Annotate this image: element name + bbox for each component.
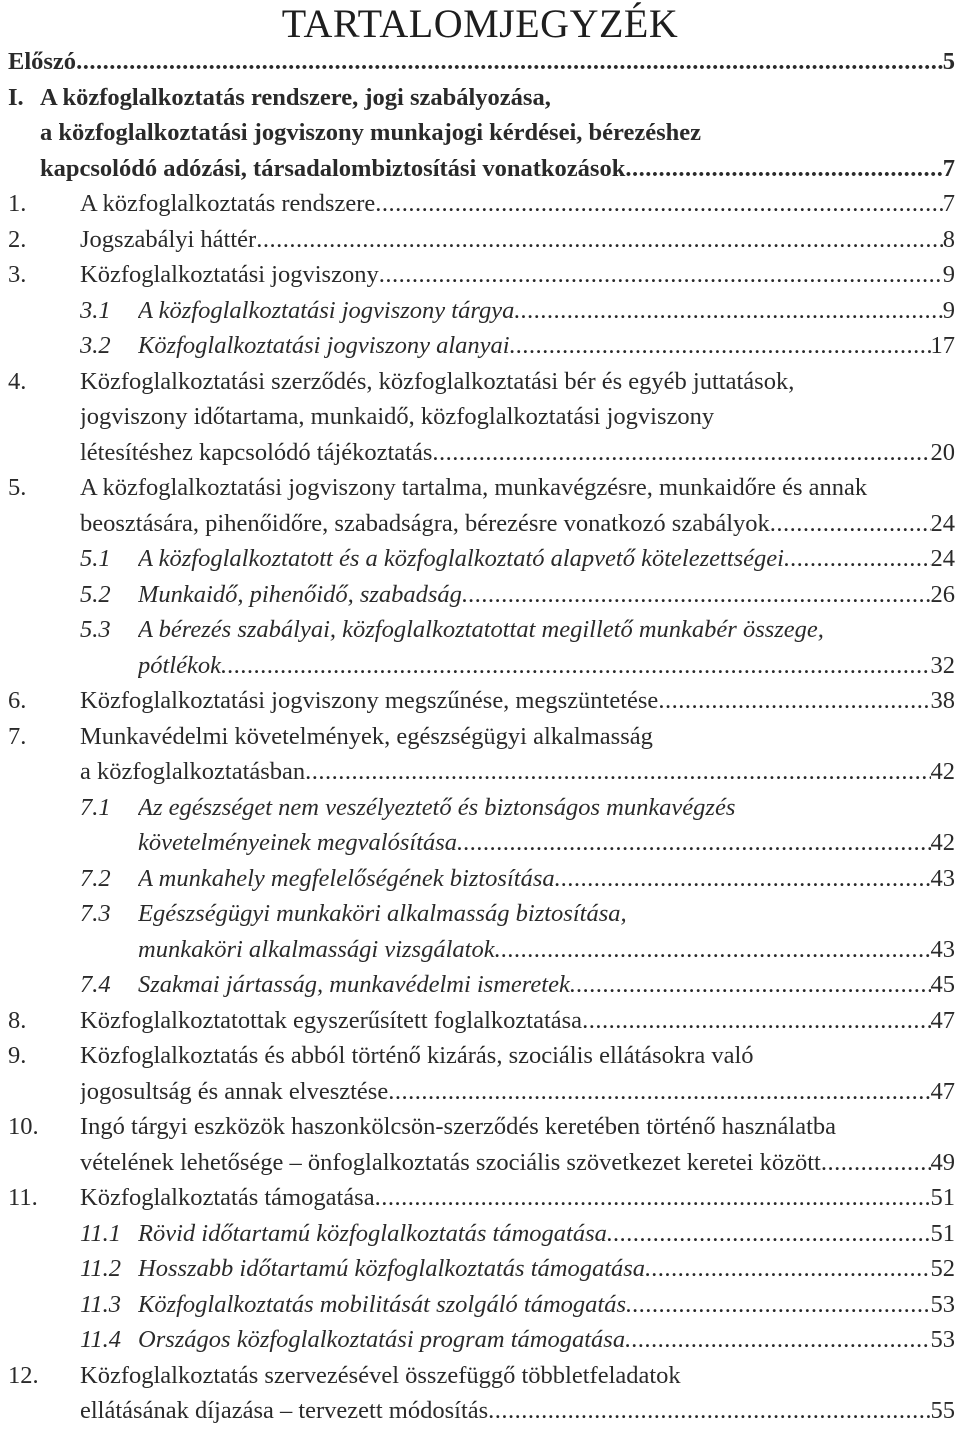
toc-page-number: 7 bbox=[942, 190, 955, 217]
toc-entry-line bbox=[138, 1290, 955, 1320]
toc-entry-line bbox=[80, 686, 955, 716]
toc-page-number: 49 bbox=[930, 1148, 955, 1176]
toc-entry-line bbox=[8, 47, 955, 77]
toc-entry-line bbox=[138, 970, 955, 1000]
toc-entry-title: munkaköri alkalmassági vizsgálatok bbox=[138, 935, 495, 963]
dot-leader bbox=[305, 757, 930, 787]
toc-entry-number: 5.3 bbox=[80, 616, 111, 643]
dot-leader bbox=[221, 651, 931, 681]
toc-entry-line bbox=[80, 473, 955, 503]
toc-entry-line bbox=[80, 367, 955, 397]
toc-entry-line bbox=[80, 1006, 955, 1036]
toc-entry-title: Közfoglalkoztatási szerződés, közfoglalkoztatási bér és egyéb juttatások, bbox=[80, 367, 795, 395]
toc-page-number: 20 bbox=[930, 438, 955, 466]
toc-entry-title: Az egészséget nem veszélyeztető és biztonságos munkavégzés bbox=[138, 793, 736, 821]
dot-leader bbox=[388, 1077, 930, 1107]
dot-leader bbox=[510, 331, 931, 361]
toc-entry-line bbox=[80, 1148, 955, 1178]
toc-entry-number: 3. bbox=[8, 261, 27, 288]
dot-leader bbox=[645, 1254, 930, 1284]
toc-entry-line bbox=[138, 544, 955, 574]
toc-page-number: 42 bbox=[930, 829, 955, 856]
toc-page-number: 32 bbox=[930, 651, 955, 679]
toc-entry-line bbox=[80, 1112, 955, 1142]
toc-page-number: 24 bbox=[930, 509, 955, 537]
toc-entry-line bbox=[80, 402, 955, 432]
toc-entry-title: követelményeinek megvalósítása bbox=[138, 829, 458, 856]
dot-leader bbox=[625, 154, 942, 184]
toc-entry-line bbox=[40, 83, 955, 113]
toc-entry-title: létesítéshez kapcsolódó tájékoztatás bbox=[80, 438, 433, 466]
toc-entry-title: Közfoglalkoztatás és abból történő kizárás, szociális ellátásokra való bbox=[80, 1042, 754, 1069]
toc-entry-line bbox=[138, 1254, 955, 1284]
toc-entry-number: 8. bbox=[8, 1006, 27, 1034]
toc-entry-number: 9. bbox=[8, 1042, 27, 1069]
toc-entry-title: pótlékok bbox=[138, 651, 221, 679]
dot-leader bbox=[607, 1219, 931, 1249]
toc-page-number: 51 bbox=[930, 1184, 955, 1211]
dot-leader bbox=[770, 509, 931, 539]
toc-entry-number: 7.1 bbox=[80, 793, 111, 821]
dot-leader bbox=[626, 1290, 930, 1320]
toc-entry-line bbox=[138, 935, 955, 965]
toc-entry-title: Egészségügyi munkaköri alkalmasság biztosítása, bbox=[138, 900, 627, 927]
toc-entry-title: A közfoglalkoztatási jogviszony tárgya bbox=[138, 296, 515, 324]
toc-entry-title: jogviszony időtartama, munkaidő, közfoglalkoztatási jogviszony bbox=[80, 403, 715, 430]
dot-leader bbox=[570, 970, 931, 1000]
dot-leader bbox=[555, 864, 931, 894]
toc-entry-number: 3.1 bbox=[80, 296, 111, 324]
toc-entry-line bbox=[138, 828, 955, 858]
toc-entry-title: vételének lehetősége – önfoglalkoztatás szociális szövetkezet keretei között bbox=[80, 1148, 821, 1176]
toc-page-number: 43 bbox=[930, 864, 955, 892]
toc-page-number: 7 bbox=[942, 154, 955, 182]
dot-leader bbox=[375, 189, 943, 219]
toc-entry-number: 7.2 bbox=[80, 864, 111, 892]
toc-entry-title: Közfoglalkoztatás mobilitását szolgáló támogatás bbox=[138, 1290, 627, 1318]
toc-entry-number: 11. bbox=[8, 1184, 38, 1211]
dot-leader bbox=[256, 225, 943, 255]
dot-leader bbox=[375, 1183, 931, 1213]
toc-entry-line bbox=[80, 722, 955, 752]
toc-entry-number: 7. bbox=[8, 722, 27, 750]
toc-entry-title: A közfoglalkoztatás rendszere bbox=[80, 190, 376, 217]
toc-entry-title: a közfoglalkoztatásban bbox=[80, 758, 306, 785]
dot-leader bbox=[457, 828, 930, 858]
toc-entry-title: Közfoglalkoztatás támogatása bbox=[80, 1184, 375, 1211]
toc-entry-line bbox=[138, 899, 955, 929]
toc-entry-title: Közfoglalkoztatás szervezésével összefüggő többletfeladatok bbox=[80, 1361, 681, 1389]
toc-entry-title: A közfoglalkoztatási jogviszony tartalma, munkavégzésre, munkaidőre és annak bbox=[80, 474, 868, 501]
toc-page-number: 53 bbox=[930, 1326, 955, 1353]
toc-entry-line bbox=[80, 1361, 955, 1391]
toc-entry-line bbox=[138, 864, 955, 894]
toc-entry-title: a közfoglalkoztatási jogviszony munkajogi kérdései, bérezéshez bbox=[40, 119, 701, 146]
toc-entry-line bbox=[40, 118, 955, 148]
toc-entry-title: Közfoglalkoztatási jogviszony bbox=[80, 261, 379, 288]
toc-entry-title: kapcsolódó adózási, társadalombiztosítási vonatkozások bbox=[40, 154, 626, 182]
dot-leader bbox=[582, 1006, 930, 1036]
toc-entry-line bbox=[138, 793, 955, 823]
toc-entry-line bbox=[138, 331, 955, 361]
toc-entry-line bbox=[80, 189, 955, 219]
dot-leader bbox=[784, 544, 931, 574]
toc-entry-title: Közfoglalkoztatási jogviszony megszűnése, megszüntetése bbox=[80, 687, 659, 714]
toc-page-number: 9 bbox=[942, 296, 955, 324]
toc-entry-title: A bérezés szabályai, közfoglalkoztatottat megillető munkabér összege, bbox=[138, 616, 824, 643]
toc-page-number: 24 bbox=[930, 545, 955, 572]
toc-entry-number: 6. bbox=[8, 687, 27, 714]
toc-page-number: 43 bbox=[930, 935, 955, 963]
toc-entry-number: 11.3 bbox=[80, 1290, 122, 1318]
toc-entry-line bbox=[40, 154, 955, 184]
toc-page-number: 47 bbox=[930, 1077, 955, 1105]
toc-entry-line bbox=[80, 1077, 955, 1107]
toc-entry-number: 5. bbox=[8, 474, 27, 501]
toc-page-number: 52 bbox=[930, 1255, 955, 1282]
toc-entry-line bbox=[80, 225, 955, 255]
dot-leader bbox=[488, 1396, 930, 1426]
toc-entry-number: I. bbox=[8, 83, 24, 111]
toc-page-number: 45 bbox=[930, 971, 955, 998]
toc-entry-number: 7.4 bbox=[80, 971, 111, 998]
dot-leader bbox=[495, 935, 931, 965]
dot-leader bbox=[658, 686, 930, 716]
toc-page-number: 5 bbox=[942, 48, 955, 75]
toc-page-number: 53 bbox=[930, 1290, 955, 1318]
toc-entry-title: Hosszabb időtartamú közfoglalkoztatás támogatása bbox=[138, 1255, 646, 1282]
dot-leader bbox=[625, 1325, 930, 1355]
dot-leader bbox=[514, 296, 942, 326]
dot-leader bbox=[379, 260, 943, 290]
toc-entry-title: Országos közfoglalkoztatási program támogatása bbox=[138, 1326, 626, 1353]
toc-page-number: 9 bbox=[942, 261, 955, 288]
dot-leader bbox=[76, 47, 943, 77]
toc-entry-title: Ingó tárgyi eszközök haszonkölcsön-szerződés keretében történő használatba bbox=[80, 1113, 837, 1140]
toc-entry-number: 4. bbox=[8, 367, 27, 395]
toc-entry-line bbox=[80, 1396, 955, 1426]
toc-entry-number: 12. bbox=[8, 1361, 39, 1389]
toc-entry-number: 10. bbox=[8, 1113, 39, 1140]
toc-entry-number: 11.2 bbox=[80, 1255, 122, 1282]
toc-entry-number: 3.2 bbox=[80, 332, 111, 359]
toc-page-number: 26 bbox=[930, 580, 955, 608]
toc-entry-title: Közfoglalkoztatási jogviszony alanyai bbox=[138, 332, 510, 359]
toc-entry-line bbox=[138, 296, 955, 326]
toc-entry-line bbox=[80, 509, 955, 539]
toc-entry-number: 5.1 bbox=[80, 545, 111, 572]
toc-page-number: 55 bbox=[930, 1397, 955, 1424]
page-title: TARTALOMJEGYZÉK bbox=[281, 1, 679, 46]
toc-entry-title: Rövid időtartamú közfoglalkoztatás támogatása bbox=[138, 1219, 607, 1247]
toc-page-number: 47 bbox=[930, 1006, 955, 1034]
toc-entry-line bbox=[80, 757, 955, 787]
toc-entry-line bbox=[80, 1041, 955, 1071]
toc-entry-title: Szakmai jártasság, munkavédelmi ismeretek bbox=[138, 971, 570, 998]
toc-entry-title: Közfoglalkoztatottak egyszerűsített foglalkoztatása bbox=[80, 1006, 583, 1034]
dot-leader bbox=[821, 1148, 931, 1178]
toc-entry-title: Előszó bbox=[8, 48, 77, 75]
toc-entry-line bbox=[80, 438, 955, 468]
toc-entry-title: Jogszabályi háttér bbox=[80, 225, 257, 253]
toc-entry-number: 11.1 bbox=[80, 1219, 122, 1247]
dot-leader bbox=[462, 580, 931, 610]
toc-entry-line bbox=[138, 580, 955, 610]
toc-entry-line bbox=[138, 651, 955, 681]
toc-entry-title: A közfoglalkoztatott és a közfoglalkoztató alapvető kötelezettségei bbox=[138, 545, 784, 572]
toc-entry-number: 7.3 bbox=[80, 900, 111, 927]
toc-page-number: 38 bbox=[930, 687, 955, 714]
toc-entry-title: Munkavédelmi követelmények, egészségügyi alkalmasság bbox=[80, 722, 653, 750]
toc-page-number: 17 bbox=[930, 332, 955, 359]
toc-entry-title: A közfoglalkoztatás rendszere, jogi szabályozása, bbox=[40, 83, 551, 111]
toc-entry-title: jogosultság és annak elvesztése bbox=[80, 1077, 389, 1105]
toc-entry-title: Munkaidő, pihenőidő, szabadság bbox=[138, 580, 462, 608]
toc-entry-line bbox=[138, 1325, 955, 1355]
toc-entry-number: 11.4 bbox=[80, 1326, 122, 1353]
toc-entry-number: 2. bbox=[8, 225, 27, 253]
toc-entry-title: ellátásának díjazása – tervezett módosítás bbox=[80, 1397, 489, 1424]
dot-leader bbox=[432, 438, 930, 468]
toc-entry-line bbox=[80, 1183, 955, 1213]
toc-page-number: 51 bbox=[930, 1219, 955, 1247]
toc-entry-title: beosztására, pihenőidőre, szabadságra, bérezésre vonatkozó szabályok bbox=[80, 509, 770, 537]
toc-entry-number: 5.2 bbox=[80, 580, 111, 608]
toc-entry-number: 1. bbox=[8, 190, 27, 217]
toc-page-number: 8 bbox=[942, 225, 955, 253]
toc-entry-line bbox=[138, 615, 955, 645]
toc-page-number: 42 bbox=[930, 758, 955, 785]
toc-entry-line bbox=[138, 1219, 955, 1249]
toc-entry-title: A munkahely megfelelőségének biztosítása bbox=[138, 864, 555, 892]
toc-entry-line bbox=[80, 260, 955, 290]
